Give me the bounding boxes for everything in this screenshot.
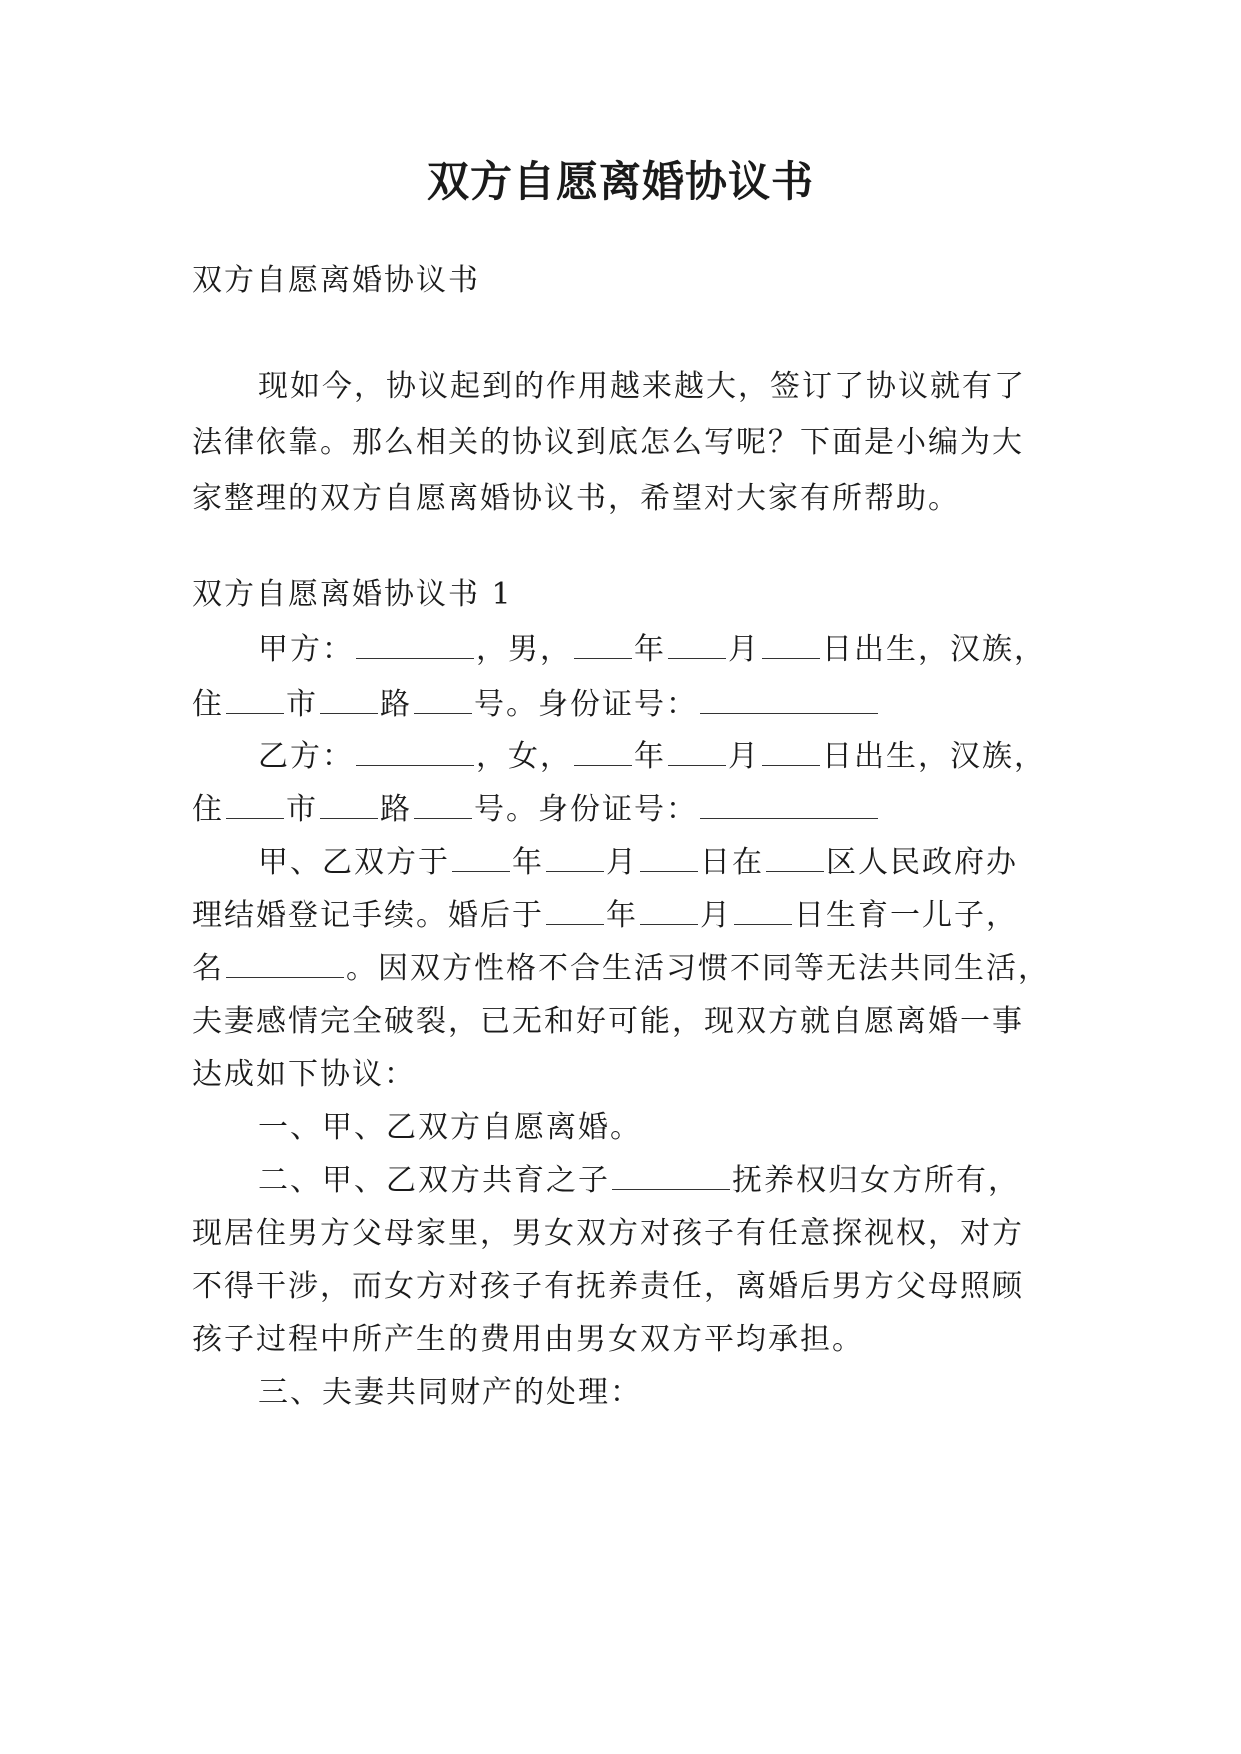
child-name-blank[interactable] (226, 951, 344, 978)
year-label: 年 (606, 898, 638, 933)
marriage-district-blank[interactable] (766, 845, 824, 872)
road-label: 路 (380, 792, 412, 827)
document-title: 双方自愿离婚协议书 (426, 157, 814, 206)
marriage-month-blank[interactable] (546, 845, 604, 872)
birth-ethnicity-text: 日出生，汉族， (822, 739, 1046, 774)
party-a-road-blank[interactable] (320, 687, 378, 714)
id-number-label: 号。身份证号： (474, 687, 698, 722)
month-label: 月 (728, 739, 760, 774)
party-b-number-blank[interactable] (414, 792, 472, 819)
government-text: 区人民政府办 (826, 845, 1018, 880)
party-a-line-2 (192, 682, 880, 728)
marriage-line-4: 夫妻感情完全破裂，已无和好可能，现双方就自愿离婚一事 (192, 1004, 1024, 1039)
marriage-line-3 (192, 946, 1050, 992)
party-a-year-blank[interactable] (574, 632, 632, 659)
party-a-day-blank[interactable] (762, 632, 820, 659)
child-birth-day-blank[interactable] (734, 898, 792, 925)
marriage-line-5: 达成如下协议： (192, 1057, 416, 1092)
day-label: 日在 (700, 845, 764, 880)
party-b-year-blank[interactable] (574, 739, 632, 766)
marriage-text: 。因双方性格不合生活习惯不同等无法共同生活， (346, 951, 1050, 986)
party-a-month-blank[interactable] (668, 632, 726, 659)
document-subtitle: 双方自愿离婚协议书 (192, 263, 480, 298)
month-label: 月 (700, 898, 732, 933)
party-b-day-blank[interactable] (762, 739, 820, 766)
year-label: 年 (634, 739, 666, 774)
party-a-id-blank[interactable] (700, 687, 878, 714)
intro-line-3: 家整理的双方自愿离婚协议书，希望对大家有所帮助。 (192, 481, 960, 516)
child-birth-text: 日生育一儿子， (794, 898, 1018, 933)
party-b-month-blank[interactable] (668, 739, 726, 766)
clause-2-line-1 (258, 1158, 1020, 1204)
child-birth-month-blank[interactable] (640, 898, 698, 925)
party-b-road-blank[interactable] (320, 792, 378, 819)
party-b-name-blank[interactable] (356, 739, 474, 766)
city-label: 市 (286, 792, 318, 827)
clause-2-line-2: 现居住男方父母家里，男女双方对孩子有任意探视权，对方 (192, 1216, 1024, 1251)
party-a-name-blank[interactable] (356, 632, 474, 659)
birth-ethnicity-text: 日出生，汉族， (822, 632, 1046, 667)
city-label: 市 (286, 687, 318, 722)
marriage-text: 理结婚登记手续。婚后于 (192, 898, 544, 933)
party-b-gender: ，女， (476, 739, 572, 774)
party-b-line-2 (192, 787, 880, 833)
marriage-line-2 (192, 893, 1018, 939)
id-number-label: 号。身份证号： (474, 792, 698, 827)
month-label: 月 (606, 845, 638, 880)
child-birth-year-blank[interactable] (546, 898, 604, 925)
residence-label: 住 (192, 792, 224, 827)
marriage-year-blank[interactable] (452, 845, 510, 872)
clause-3: 三、夫妻共同财产的处理： (258, 1375, 642, 1410)
party-a-label: 甲方： (258, 632, 354, 667)
year-label: 年 (634, 632, 666, 667)
party-a-city-blank[interactable] (226, 687, 284, 714)
marriage-line-1 (258, 840, 1018, 886)
residence-label: 住 (192, 687, 224, 722)
clause-1: 一、甲、乙双方自愿离婚。 (258, 1110, 642, 1145)
party-b-id-blank[interactable] (700, 792, 878, 819)
party-b-label: 乙方： (258, 739, 354, 774)
marriage-text: 甲、乙双方于 (258, 845, 450, 880)
party-b-city-blank[interactable] (226, 792, 284, 819)
clause-2-line-3: 不得干涉，而女方对孩子有抚养责任，离婚后男方父母照顾 (192, 1269, 1024, 1304)
son-name-blank[interactable] (612, 1163, 730, 1190)
party-a-number-blank[interactable] (414, 687, 472, 714)
intro-line-1: 现如今，协议起到的作用越来越大，签订了协议就有了 (258, 369, 1026, 404)
party-a-line-1 (258, 627, 1046, 673)
intro-line-2: 法律依靠。那么相关的协议到底怎么写呢？下面是小编为大 (192, 425, 1024, 460)
party-b-line-1 (258, 734, 1046, 780)
clause-2-text: 抚养权归女方所有， (732, 1163, 1020, 1198)
year-label: 年 (512, 845, 544, 880)
section-heading: 双方自愿离婚协议书 1 (192, 577, 513, 612)
child-name-label: 名 (192, 951, 224, 986)
party-a-gender: ，男， (476, 632, 572, 667)
month-label: 月 (728, 632, 760, 667)
marriage-day-blank[interactable] (640, 845, 698, 872)
clause-2-text: 二、甲、乙双方共育之子 (258, 1163, 610, 1198)
road-label: 路 (380, 687, 412, 722)
clause-2-line-4: 孩子过程中所产生的费用由男女双方平均承担。 (192, 1322, 864, 1357)
